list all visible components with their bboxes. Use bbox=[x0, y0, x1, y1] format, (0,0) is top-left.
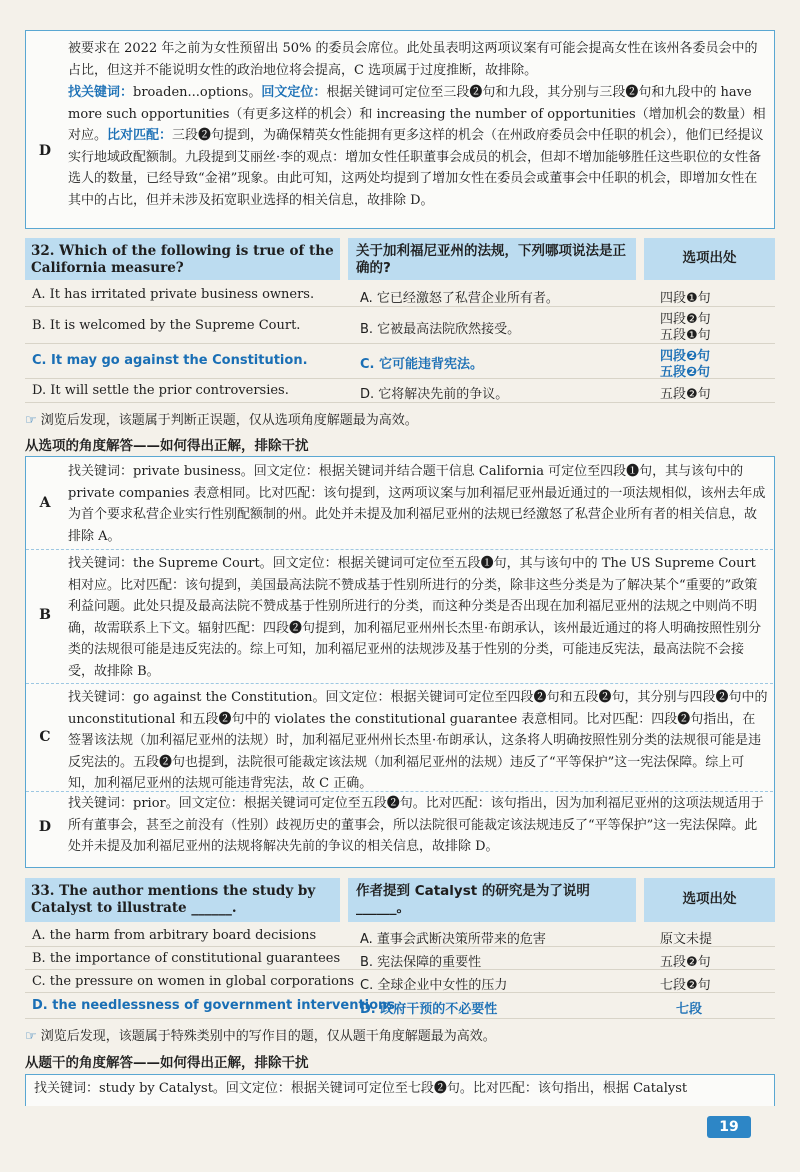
top-para-1: 被要求在 2022 年之前为女性预留出 50% 的委员会席位。此处虽表明这两项议案有可能会提高女性在该州各委员会中的占比，但这并不能说明女性的政治地位将会提高，C 选项属于过度推断，故排除。 bbox=[68, 41, 758, 78]
q33-option-c-cn: C. 全球企业中女性的压力 bbox=[360, 978, 508, 993]
q32-option-c-src2: 五段❷句 bbox=[660, 365, 711, 380]
divider bbox=[25, 343, 775, 344]
analysis-a bbox=[26, 457, 773, 550]
q33-option-b-cn: B. 宪法保障的重要性 bbox=[360, 955, 482, 970]
note-text: 浏览后发现，该题属于特殊类别中的写作目的题，仅从题干角度解题最为高效。 bbox=[40, 1029, 496, 1044]
q32-option-c-cn: C. 它可能违背宪法。 bbox=[360, 357, 484, 372]
q33-option-b-en: B. the importance of constitutional guarantees bbox=[32, 951, 341, 966]
q32-option-c-en: C. It may go against the Constitution. bbox=[32, 353, 308, 368]
match-text: 三段❷句提到，为确保精英女性能拥有更多这样的机会（在州政府委员会中任职的机会），他们已经提议实行地域政配额制。九段提到艾丽丝·李的观点：增加女性任职董事会成员的机会，但却不增加能够胜任这些职位的女性备选人的数量，已经导致“金裙”现象。由此可知，这两处均提到了增加女性在委员会或董事会中任职的机会，即增加女性在其中的占比，但并未涉及拓宽职业选择的相关信息，故排除 D。 bbox=[68, 128, 764, 208]
q32-option-d-en: D. It will settle the prior controversies. bbox=[32, 383, 289, 398]
divider bbox=[25, 1018, 775, 1019]
match-label: 比对匹配： bbox=[107, 128, 173, 143]
page-number: 19 bbox=[707, 1116, 751, 1138]
locate-text: 根据关键词可定位至三段❷句和九段，其分别与三段❷句和九段中的 have more such opportunities（有更多这样的机会）和 increasing the number of opportunities（增加机会的数量）相对应。 bbox=[68, 85, 766, 143]
q33-section-title: 从题干的角度解答——如何得出正解，排除干扰 bbox=[25, 1055, 309, 1071]
divider bbox=[25, 992, 775, 993]
q33-option-b-src: 五段❷句 bbox=[660, 955, 711, 970]
q32-option-c-src1: 四段❷句 bbox=[660, 349, 711, 364]
analysis-letter: C bbox=[39, 729, 51, 745]
q33-option-a-en: A. the harm from arbitrary board decisions bbox=[32, 928, 317, 943]
q32-option-b-en: B. It is welcomed by the Supreme Court. bbox=[32, 318, 301, 333]
analysis-b bbox=[26, 549, 773, 684]
q32-option-b-cn: B. 它被最高法院欣然接受。 bbox=[360, 322, 521, 337]
q32-option-a-src: 四段❶句 bbox=[660, 291, 711, 306]
analysis-d bbox=[26, 791, 773, 867]
top-para-2 bbox=[68, 82, 768, 211]
note-text: 浏览后发现，该题属于判断正误题，仅从选项角度解题最为高效。 bbox=[40, 413, 418, 428]
q32-section-title: 从选项的角度解答——如何得出正解，排除干扰 bbox=[25, 438, 309, 454]
divider bbox=[25, 402, 775, 403]
q32-option-d-src: 五段❷句 bbox=[660, 387, 711, 402]
q32-question-en: 32. Which of the following is true of the California measure? bbox=[25, 238, 340, 280]
q33-option-d-en: D. the needlessness of government interventions bbox=[32, 998, 396, 1013]
analysis-letter: A bbox=[39, 495, 51, 511]
q33-analysis-text: 找关键词：study by Catalyst。回文定位：根据关键词可定位至七段❷句。比对匹配：该句指出，根据 Catalyst bbox=[34, 1081, 688, 1096]
q33-question-en: 33. The author mentions the study by Catalyst to illustrate ______. bbox=[25, 878, 340, 922]
q33-option-d-cn: D. 政府干预的不必要性 bbox=[360, 1002, 498, 1017]
hand-pointer-icon: ☞ bbox=[25, 1029, 37, 1044]
q33-option-c-en: C. the pressure on women in global corporations bbox=[32, 974, 354, 989]
analysis-text: 找关键词：go against the Constitution。回文定位：根据关键词可定位至四段❷句和五段❷句，其分别与四段❷句中的 unconstitutional 和五段❷句中的 violates the constitutional guarantee 表意相同。比对匹配：四段❷句指出，在签署该法规（加利福尼亚州的法规）时，加利福尼亚州州长杰里·布朗承认，这条将人明确按照性别分类的法规很可能是违反宪法的。五段❷句也提到，法院很可能裁定该法规（加利福尼亚州的法规）违反了“平等保护”这一宪法保障。综上可知，加利福尼亚州的法规可能违背宪法，故 C 正确。 bbox=[68, 690, 768, 791]
q33-option-c-src: 七段❷句 bbox=[660, 978, 711, 993]
analysis-letter: B bbox=[39, 607, 51, 623]
analysis-text: 找关键词：prior。回文定位：根据关键词可定位至五段❷句。比对匹配：该句指出，因为加利福尼亚州的这项法规适用于所有董事会，甚至之前没有（性别）歧视历史的董事会，所以法院很可能裁定该法规违反了“平等保护”这一宪法保障。此处并未提及加利福尼亚州的法规将解决先前的争议的相关信息，故排除 D。 bbox=[68, 796, 764, 854]
analysis-text: 找关键词：private business。回文定位：根据关键词并结合题干信息 California 可定位至四段❶句，其与该句中的 private companies 表意相同。比对匹配：该句提到，这两项议案与加利福尼亚州最近通过的一项法规相似，该州去年成为首个要求私营企业实行性别配额制的州。此处并未提及加利福尼亚州的法规已经激怒了私营企业所有者的相关信息，故排除 A。 bbox=[68, 464, 766, 544]
divider bbox=[25, 969, 775, 970]
q33-source-header: 选项出处 bbox=[644, 878, 775, 922]
q32-option-b-src2: 五段❶句 bbox=[660, 328, 711, 343]
keyword-text: broaden...options。 bbox=[133, 85, 262, 100]
q32-note bbox=[25, 409, 418, 428]
q33-option-d-src: 七段 bbox=[676, 1002, 703, 1017]
q33-option-a-cn: A. 董事会武断决策所带来的危害 bbox=[360, 932, 546, 947]
divider bbox=[25, 378, 775, 379]
q32-source-header: 选项出处 bbox=[644, 238, 775, 280]
q32-option-a-en: A. It has irritated private business owners. bbox=[32, 287, 315, 302]
q33-note bbox=[25, 1025, 496, 1044]
analysis-c bbox=[26, 683, 773, 792]
divider bbox=[25, 946, 775, 947]
q33-question-cn: 作者提到 Catalyst 的研究是为了说明______。 bbox=[348, 878, 636, 922]
q33-option-a-src: 原文未提 bbox=[660, 932, 713, 947]
analysis-text: 找关键词：the Supreme Court。回文定位：根据关键词可定位至五段❶句，其与该句中的 The US Supreme Court 相对应。比对匹配：该句提到，美国最高法院不赞成基于性别所进行的分类，除非这些分类是为了解决某个“重要的”政策利益问题。此处只提及最高法院不赞成基于性别所进行的分类，而这种分类是否出现在加利福尼亚州的法规之中则尚不明确，故需联系上下文。辐射匹配：四段❷句提到，加利福尼亚州州长杰里·布朗承认，该州最近通过的将人明确按照性别分类的法规很可能是违反宪法的。综上可知，加利福尼亚州的法规涉及基于性别的分类，可能违反宪法，最高法院不会接受，故排除 B。 bbox=[68, 556, 762, 679]
q32-option-d-cn: D. 它将解决先前的争议。 bbox=[360, 387, 509, 402]
option-letter: D bbox=[38, 143, 52, 159]
analysis-letter: D bbox=[38, 819, 52, 835]
q32-option-b-src1: 四段❷句 bbox=[660, 312, 711, 327]
hand-pointer-icon: ☞ bbox=[25, 413, 37, 428]
analysis-box bbox=[25, 456, 775, 868]
q32-option-a-cn: A. 它已经激怒了私营企业所有者。 bbox=[360, 291, 559, 306]
q33-analysis-box bbox=[25, 1074, 775, 1106]
q32-question-cn: 关于加利福尼亚州的法规，下列哪项说法是正确的? bbox=[348, 238, 636, 280]
locate-label: 回文定位： bbox=[261, 85, 327, 100]
divider bbox=[25, 306, 775, 307]
top-analysis-box bbox=[25, 30, 775, 229]
keyword-label: 找关键词： bbox=[68, 85, 134, 100]
